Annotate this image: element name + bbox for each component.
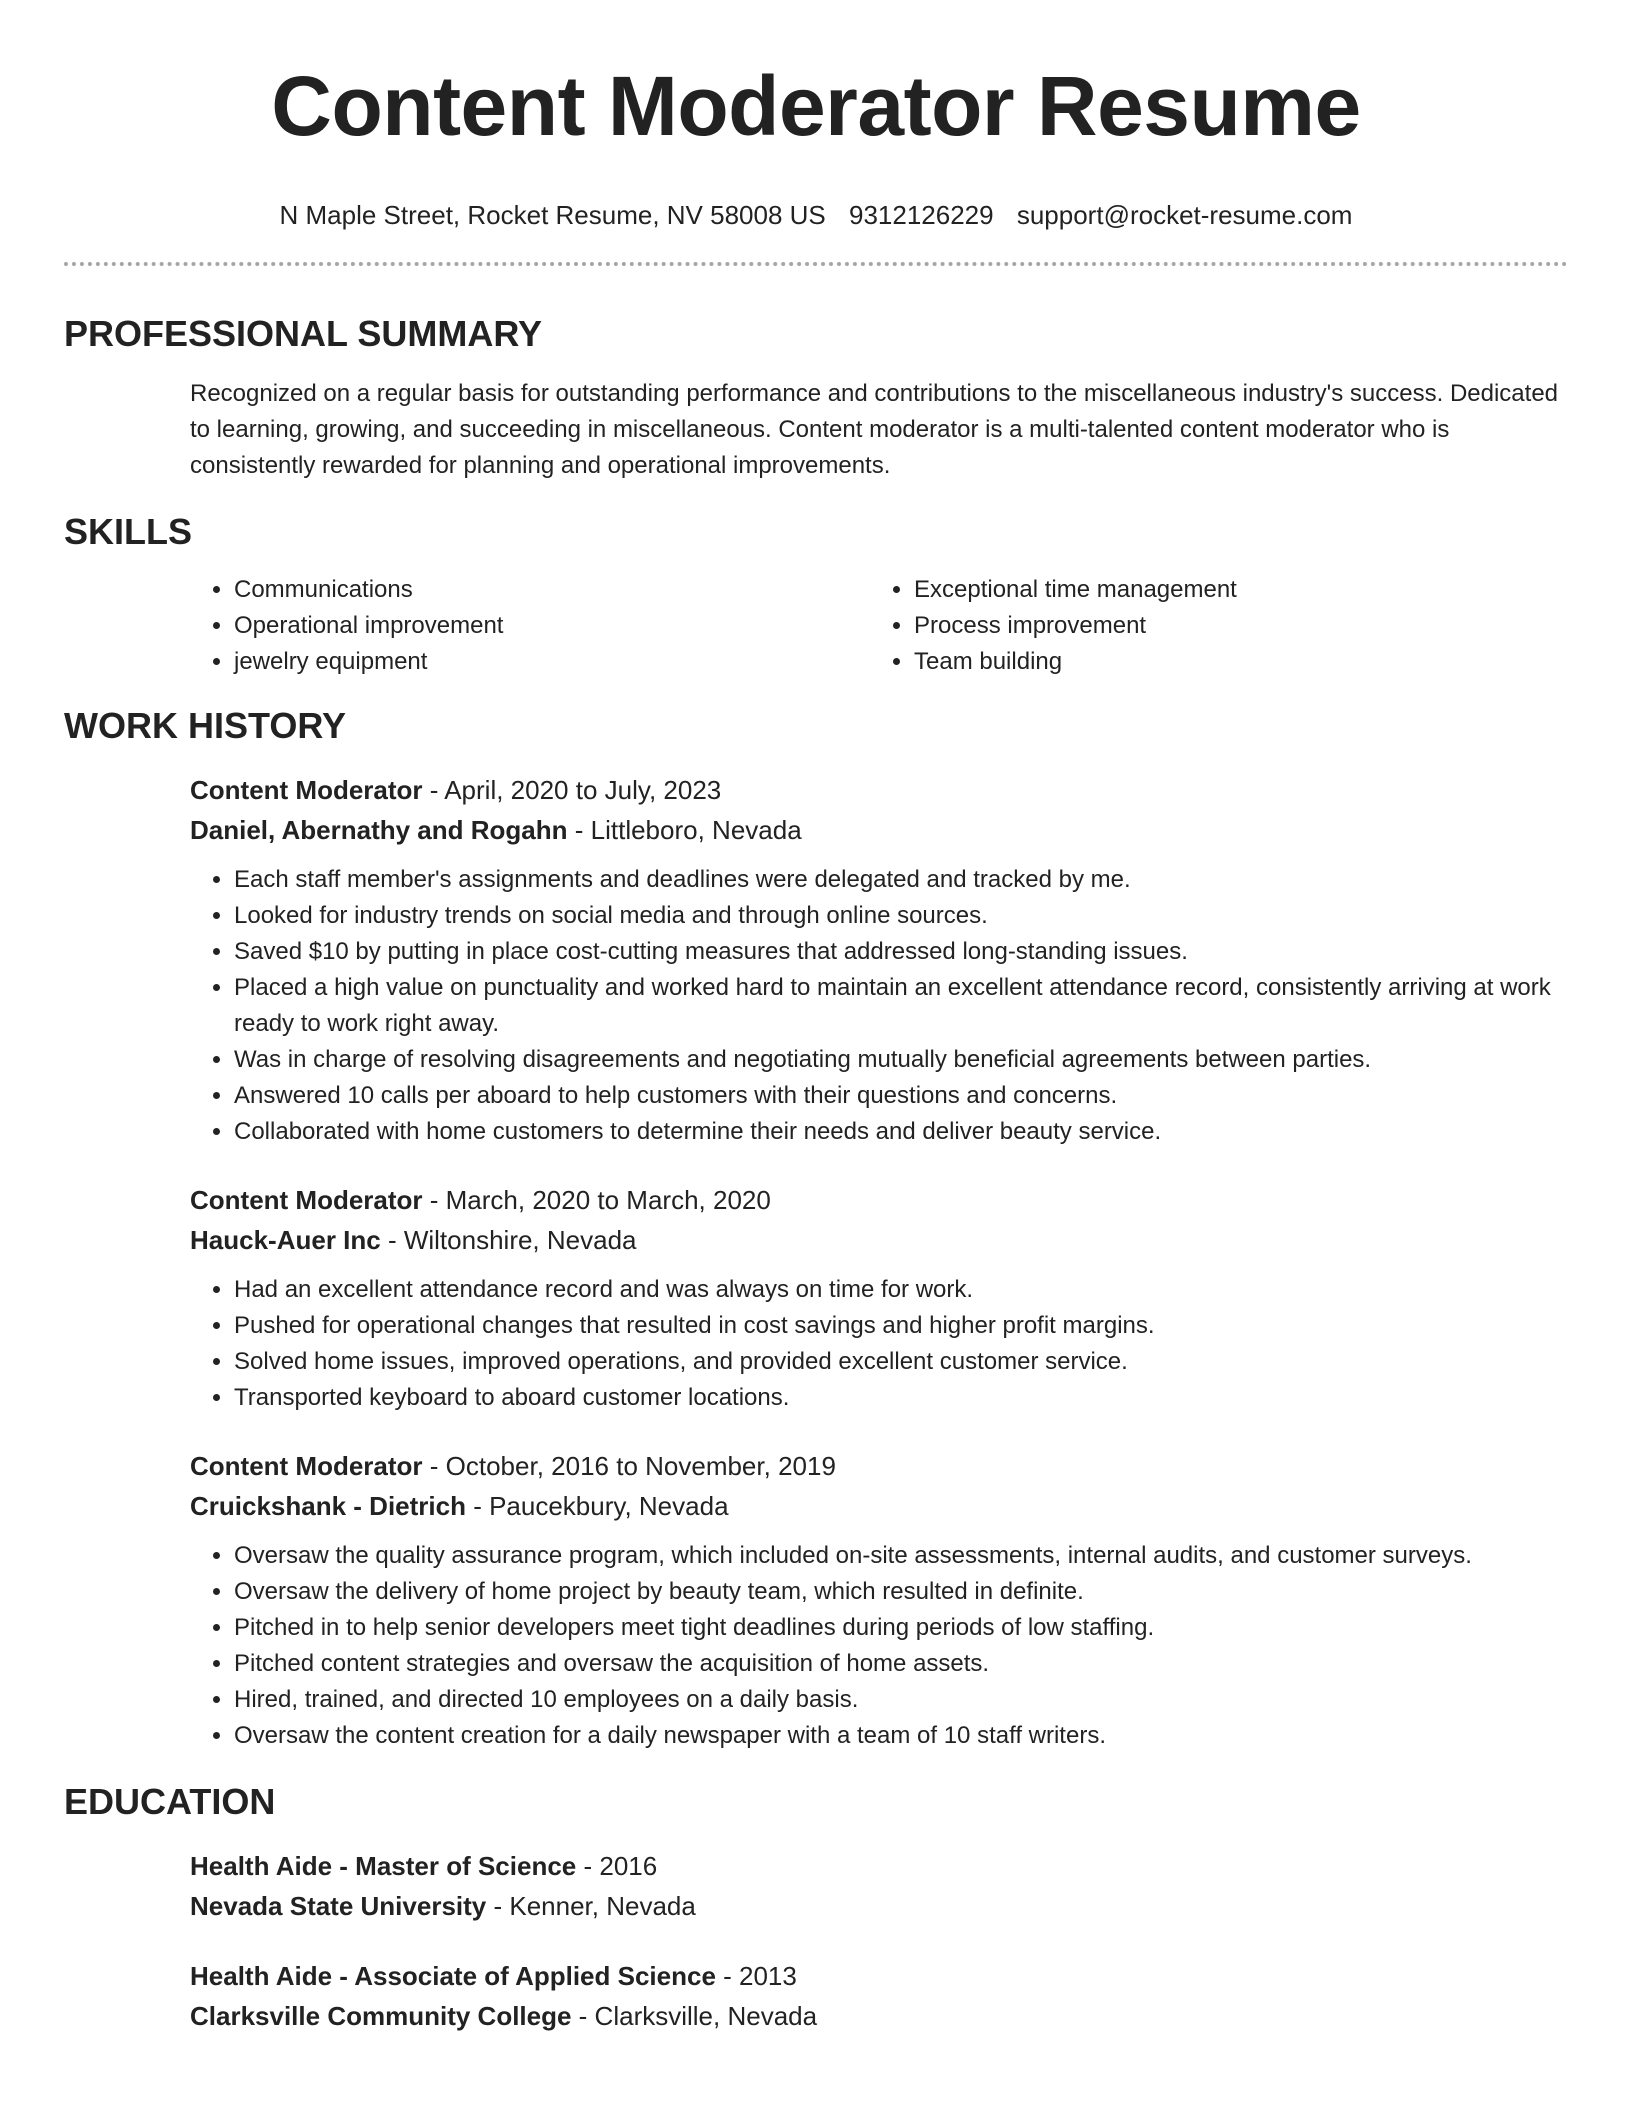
job-bullet: • Pitched content strategies and oversaw the acquisition of home assets. — [234, 1646, 1568, 1682]
job-bullet: • Hired, trained, and directed 10 employees on a daily basis. — [234, 1682, 1568, 1718]
job-company: Daniel, Abernathy and Rogahn — [190, 815, 568, 845]
job-location: - Wiltonshire, Nevada — [380, 1225, 637, 1255]
work-history-heading: WORK HISTORY — [64, 705, 347, 746]
school: Nevada State University — [190, 1891, 487, 1921]
job-bullet: • Collaborated with home customers to determine their needs and deliver beauty service. — [234, 1114, 1568, 1150]
phone: 9312126229 — [849, 200, 994, 230]
skills-heading: SKILLS — [64, 511, 193, 552]
degree-year: - 2016 — [576, 1851, 658, 1881]
degree-year: - 2013 — [715, 1961, 797, 1991]
job-dates: - October, 2016 to November, 2019 — [422, 1451, 836, 1481]
skill-item: • Process improvement — [914, 608, 1550, 644]
job-dates: - April, 2020 to July, 2023 — [422, 775, 722, 805]
job-bullet: • Placed a high value on punctuality and worked hard to maintain an excellent attendance record, consistently arriving at work ready to work right away. — [234, 970, 1568, 1042]
resume-page — [64, 0, 1568, 2036]
job-location: - Littleboro, Nevada — [567, 815, 802, 845]
job-title: Content Moderator — [190, 1185, 423, 1215]
job-bullet: • Oversaw the delivery of home project by beauty team, which resulted in definite. — [234, 1574, 1568, 1610]
job-title: Content Moderator — [190, 1451, 423, 1481]
job-bullet: • Was in charge of resolving disagreements and negotiating mutually beneficial agreements between parties. — [234, 1042, 1568, 1078]
job-dates: - March, 2020 to March, 2020 — [422, 1185, 771, 1215]
job-bullet: • Oversaw the content creation for a daily newspaper with a team of 10 staff writers. — [234, 1718, 1568, 1754]
resume-title: Content Moderator Resume — [271, 59, 1361, 153]
education-entry — [190, 1846, 1568, 1926]
degree: Health Aide - Master of Science — [190, 1851, 577, 1881]
job-title-line — [190, 770, 1568, 810]
job-bullet: • Saved $10 by putting in place cost-cutting measures that addressed long-standing issues. — [234, 934, 1568, 970]
job-bullet: • Solved home issues, improved operations, and provided excellent customer service. — [234, 1344, 1568, 1380]
skills-column-right — [870, 572, 1550, 680]
job-bullets — [190, 1272, 1568, 1416]
job-title-line — [190, 1180, 1568, 1220]
address: N Maple Street, Rocket Resume, NV 58008 US — [279, 200, 826, 230]
job-location: - Paucekbury, Nevada — [465, 1491, 729, 1521]
email: support@rocket-resume.com — [1016, 200, 1353, 230]
job-bullet: • Each staff member's assignments and deadlines were delegated and tracked by me. — [234, 862, 1568, 898]
job-company-line — [190, 810, 1568, 850]
skills-list — [190, 572, 1568, 680]
degree-line — [190, 1846, 1568, 1886]
job-entry — [190, 770, 1568, 1150]
school: Clarksville Community College — [190, 2001, 572, 2031]
job-bullet: • Pitched in to help senior developers meet tight deadlines during periods of low staffing. — [234, 1610, 1568, 1646]
education-entry — [190, 1956, 1568, 2036]
skills-column-left — [190, 572, 870, 680]
skill-item: • Exceptional time management — [914, 572, 1550, 608]
contact-line — [64, 198, 1568, 232]
degree-line — [190, 1956, 1568, 1996]
job-bullet: • Looked for industry trends on social media and through online sources. — [234, 898, 1568, 934]
school-line — [190, 1886, 1568, 1926]
school-line — [190, 1996, 1568, 2036]
header-divider — [64, 262, 1568, 266]
job-bullet: • Answered 10 calls per aboard to help customers with their questions and concerns. — [234, 1078, 1568, 1114]
job-company: Cruickshank - Dietrich — [190, 1491, 466, 1521]
job-bullet: • Transported keyboard to aboard customer locations. — [234, 1380, 1568, 1416]
school-location: - Kenner, Nevada — [486, 1891, 696, 1921]
job-bullets — [190, 1538, 1568, 1754]
skill-item: • jewelry equipment — [234, 644, 870, 680]
summary-text: Recognized on a regular basis for outstanding performance and contributions to the miscellaneous industry's success. Dedicated to learning, growing, and succeeding in miscellaneous. Content moderator is a multi-talented content moderator who is consistently rewarded for planning and operational improvements. — [190, 380, 1559, 479]
job-company-line — [190, 1220, 1568, 1260]
skill-item: • Operational improvement — [234, 608, 870, 644]
job-bullet: • Pushed for operational changes that resulted in cost savings and higher profit margins. — [234, 1308, 1568, 1344]
degree: Health Aide - Associate of Applied Science — [190, 1961, 716, 1991]
job-bullets — [190, 862, 1568, 1150]
job-bullet: • Oversaw the quality assurance program, which included on-site assessments, internal audits, and customer surveys. — [234, 1538, 1568, 1574]
job-bullet: • Had an excellent attendance record and was always on time for work. — [234, 1272, 1568, 1308]
skill-item: • Communications — [234, 572, 870, 608]
job-company-line — [190, 1486, 1568, 1526]
school-location: - Clarksville, Nevada — [571, 2001, 818, 2031]
summary-heading: PROFESSIONAL SUMMARY — [64, 313, 543, 354]
job-title-line — [190, 1446, 1568, 1486]
job-entry — [190, 1446, 1568, 1754]
job-company: Hauck-Auer Inc — [190, 1225, 381, 1255]
job-entry — [190, 1180, 1568, 1416]
skill-item: • Team building — [914, 644, 1550, 680]
job-title: Content Moderator — [190, 775, 423, 805]
education-heading: EDUCATION — [64, 1781, 276, 1822]
